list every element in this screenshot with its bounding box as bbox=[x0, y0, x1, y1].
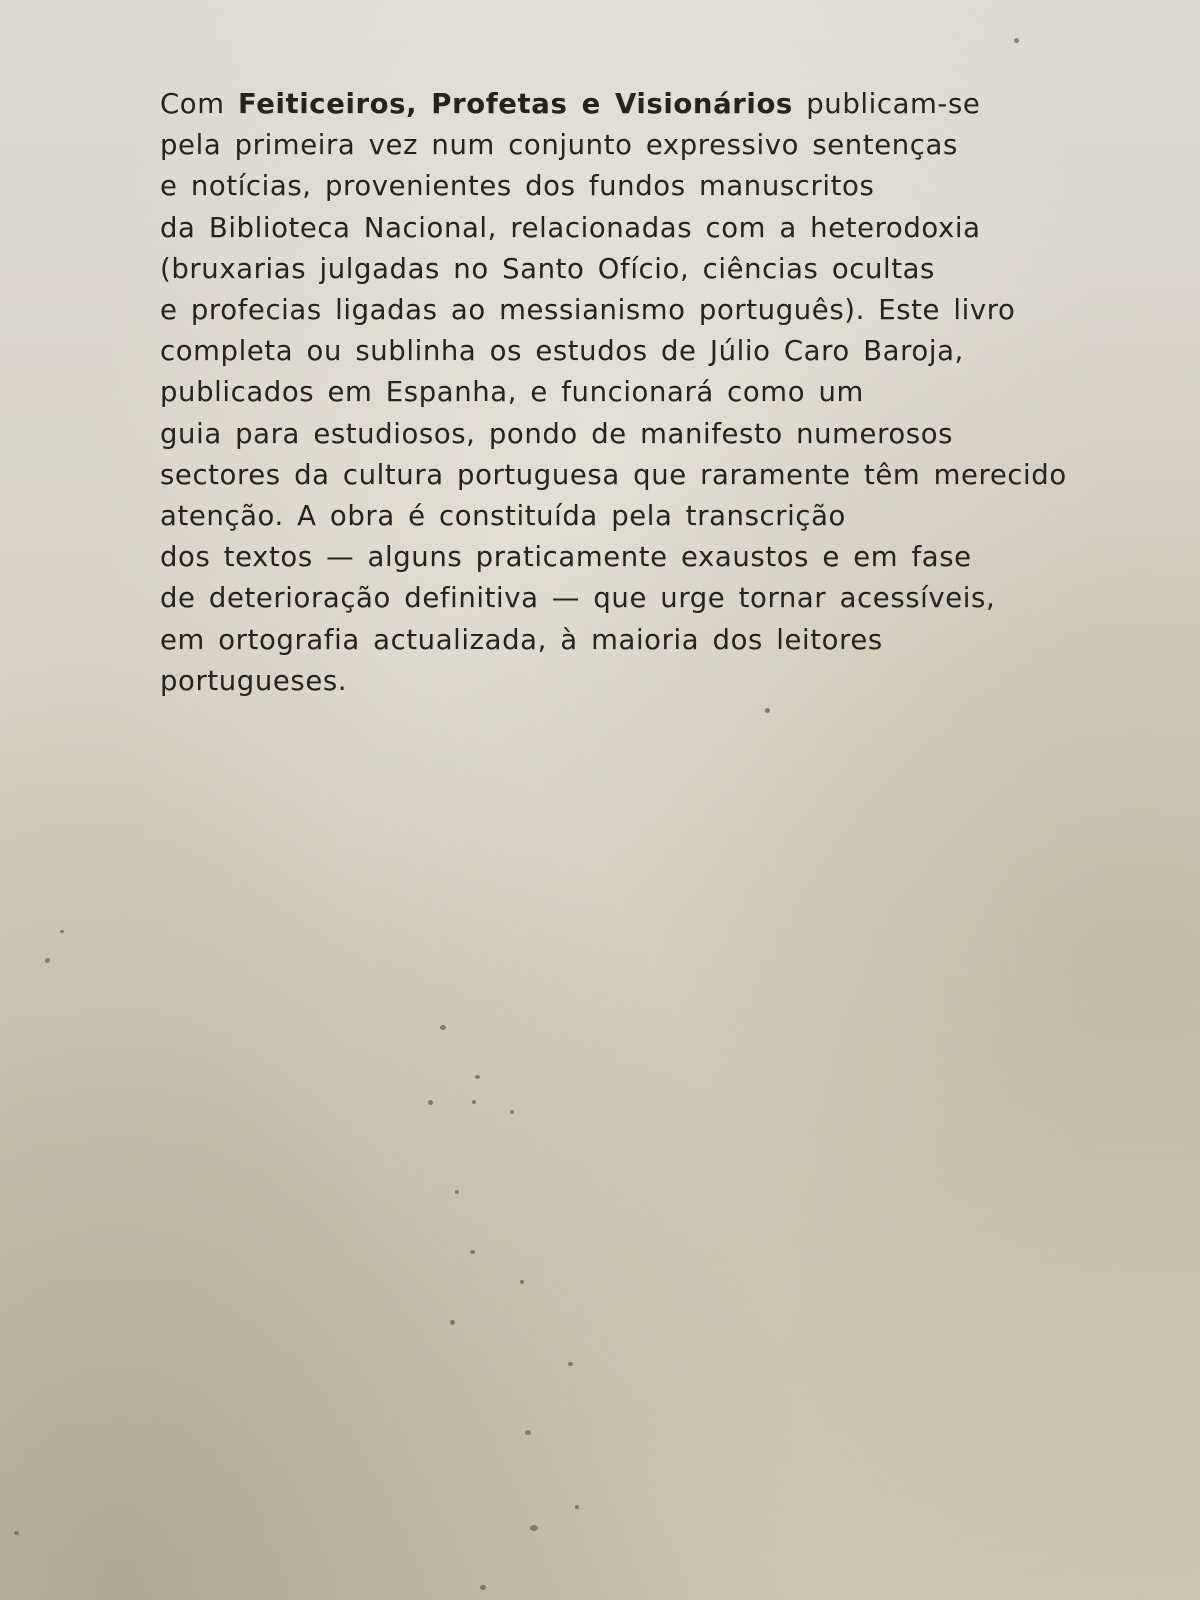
paper-speck bbox=[14, 1531, 19, 1535]
paper-speck bbox=[575, 1505, 579, 1509]
paper-speck bbox=[60, 930, 64, 933]
blurb-line: sectores da cultura portuguesa que raramente têm merecido bbox=[160, 458, 1067, 491]
book-title: Feiticeiros, Profetas e Visionários bbox=[237, 88, 793, 120]
paper-speck bbox=[455, 1190, 459, 1194]
paper-speck bbox=[45, 958, 50, 963]
blurb-line: (bruxarias julgadas no Santo Ofício, ciências ocultas bbox=[160, 252, 935, 285]
blurb-line-end: publicam-se bbox=[792, 88, 981, 120]
paper-speck bbox=[568, 1362, 573, 1366]
blurb-line: guia para estudiosos, pondo de manifesto numerosos bbox=[160, 417, 954, 450]
paper-speck bbox=[525, 1430, 531, 1435]
blurb-line: da Biblioteca Nacional, relacionadas com a heterodoxia bbox=[160, 211, 981, 244]
blurb-line: completa ou sublinha os estudos de Júlio Caro Baroja, bbox=[160, 335, 964, 368]
cover-blurb bbox=[160, 84, 1120, 702]
paper-speck bbox=[428, 1100, 433, 1105]
blurb-line: em ortografia actualizada, à maioria dos leitores bbox=[160, 623, 883, 656]
paper-speck bbox=[450, 1320, 455, 1325]
paper-speck bbox=[1014, 38, 1019, 43]
blurb-line: de deterioração definitiva — que urge tornar acessíveis, bbox=[160, 582, 996, 615]
blurb-line-start: Com bbox=[160, 88, 238, 120]
paper-speck bbox=[472, 1100, 476, 1104]
blurb-line: portugueses. bbox=[160, 664, 348, 697]
blurb-line: dos textos — alguns praticamente exaustos e em fase bbox=[160, 541, 972, 574]
paper-speck bbox=[765, 708, 770, 713]
paper-speck bbox=[530, 1525, 538, 1531]
paper-speck bbox=[470, 1250, 475, 1254]
paper-speck bbox=[510, 1110, 514, 1114]
paper-speck bbox=[440, 1025, 446, 1030]
blurb-line: e notícias, provenientes dos fundos manuscritos bbox=[160, 170, 875, 203]
paper-speck bbox=[520, 1280, 524, 1284]
paper-speck bbox=[475, 1075, 480, 1079]
paper-speck bbox=[480, 1585, 486, 1590]
blurb-line bbox=[160, 84, 1120, 125]
blurb-line: atenção. A obra é constituída pela transcrição bbox=[160, 500, 846, 533]
blurb-line: publicados em Espanha, e funcionará como um bbox=[160, 376, 864, 409]
blurb-line: pela primeira vez num conjunto expressivo sentenças bbox=[160, 129, 958, 162]
blurb-line: e profecias ligadas ao messianismo português). Este livro bbox=[160, 294, 1016, 327]
